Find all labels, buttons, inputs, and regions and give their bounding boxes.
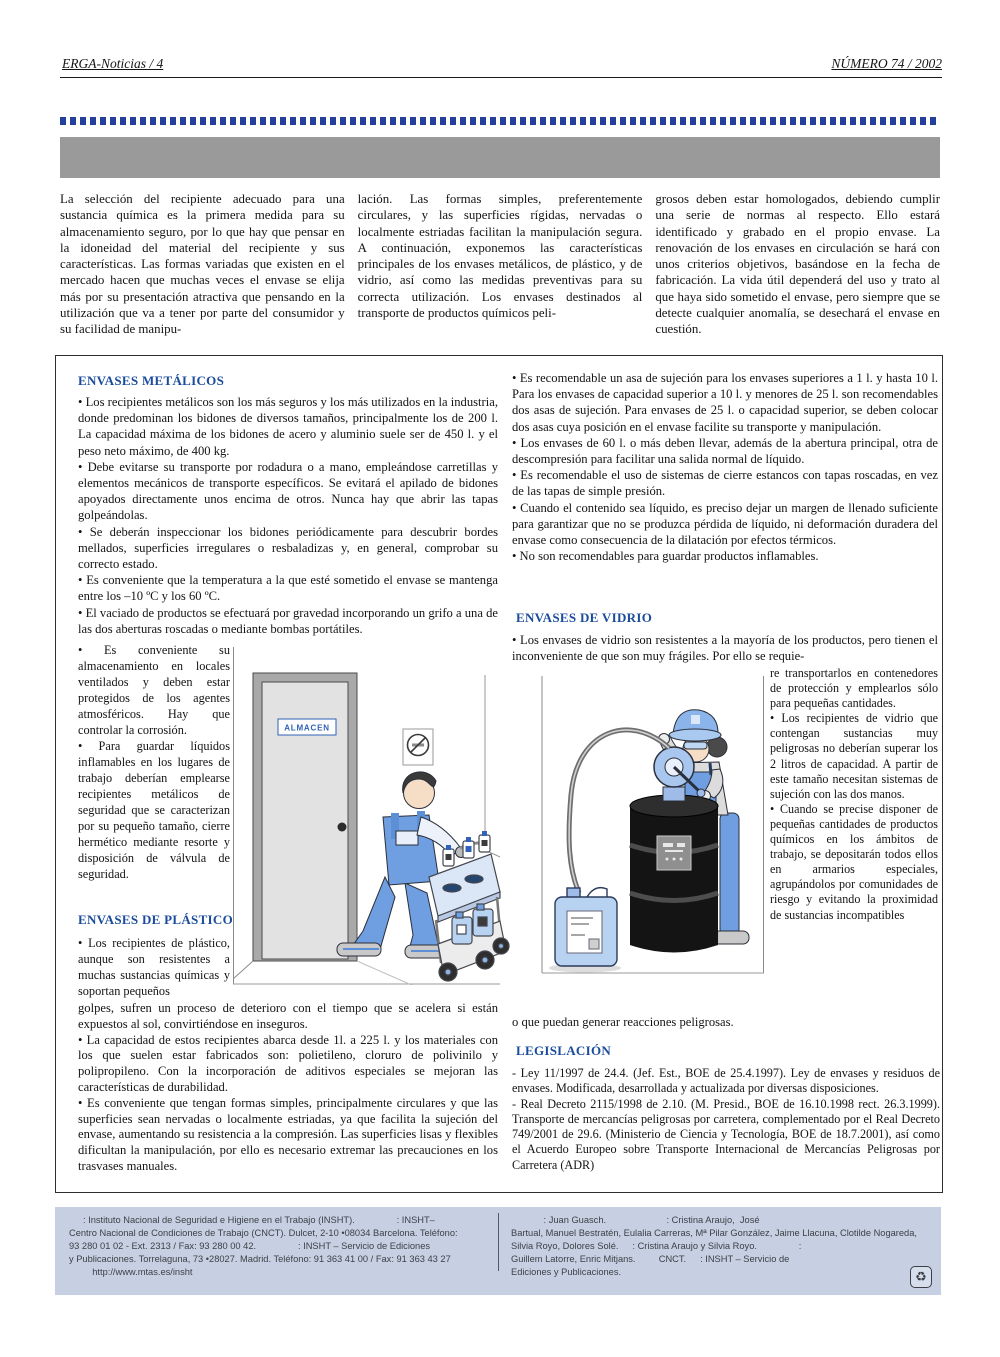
paragraph: • Es conveniente que la temperatura a la que esté sometido el envase se mantenga entre los –10 ºC y los 60 ºC. bbox=[78, 573, 498, 604]
paragraph: • Cuando el contenido sea líquido, es preciso dejar un margen de llenado suficiente para garantizar que no se produzca pérdida de líquido, ni deformación duradera del envase como consecuencia de la dilatación por efectos térmicos. bbox=[512, 500, 938, 548]
paragraph: • Es conveniente su almacenamiento en locales ventilados y deben estar protegidos de los agentes atmosféricos. Hay que controlar la corrosión. bbox=[78, 643, 230, 737]
jerrycan bbox=[549, 888, 621, 973]
page-header-left: ERGA-Noticias / 4 bbox=[62, 56, 164, 71]
paragraph: • Para guardar líquidos inflamables en los lugares de trabajo deberían emplearse recipientes metálicos de seguridad que se caracterizan por su pequeño tamaño, cierre hermético mediante resorte y disposición de válvula de seguridad. bbox=[78, 739, 230, 881]
paragraph: • La capacidad de estos recipientes abarca desde 1l. a 225 l. y los materiales con los que suelen estar fabricados son: polietileno, cloruro de polivinilo y polipropileno. Con la incorporación de aditivos especiales se mejoran las características de durabilidad. bbox=[78, 1032, 498, 1094]
footer-website-link[interactable]: http://www.mtas.es/insht bbox=[69, 1267, 193, 1277]
paragraph: • Los envases de 60 l. o más deben llevar, además de la abertura principal, otra de descompresión para facilitar una salida normal de líquido. bbox=[512, 435, 938, 467]
footer-divider bbox=[498, 1213, 499, 1271]
safety-illustration bbox=[233, 645, 765, 985]
intro-columns bbox=[60, 191, 940, 338]
footer-line: y Publicaciones. Torrelaguna, 73 •28027. Madrid. Teléfono: 91 363 41 00 / Fax: 91 363 43 27 bbox=[69, 1254, 451, 1264]
footer-line: Silvia Royo, Dolores Solé. : Cristina Araujo y Silvia Royo. : bbox=[511, 1241, 802, 1251]
intro-col-3: grosos deben estar homologados, debiendo cumplir una serie de normas al respecto. Ello estará identificado y grabado en el propio envase. La renovación de los envases en circulación se hará con unos criterios objetivos, basándose en la fecha de fabricación. La vida útil dependerá del uso y trato al que haya sido sometido el envase, pero siempre que se detecte cualquier anomalía, se desechará el envase en cuestión. bbox=[655, 192, 941, 337]
drum bbox=[630, 795, 718, 953]
paragraph: • Es recomendable el uso de sistemas de cierre estancos con tapas roscadas, en vez de las tapas de simple presión. bbox=[512, 468, 938, 499]
paragraph: golpes, sufren un proceso de deterioro con el tiempo que se acelera si están expuestos al sol, convirtiéndose en inseguros. bbox=[78, 1001, 498, 1031]
paragraph: - Real Decreto 2115/1998 de 2.10. (M. Presid., BOE de 16.10.1998 rect. 26.3.1999). Transporte de mercancías peligrosas por carretera, complementado por el Real Decreto 749/2001 de 29.6. (Ministerio de Ciencia y Tecnología, BOE de 18.7.2001), así como el Acuerdo Europeo sobre Transporte Internacional de Mercancías Peligrosas por Carretera (ADR) bbox=[512, 1096, 940, 1172]
header-rule bbox=[60, 77, 942, 78]
paragraph: • Los recipientes metálicos son los más seguros y los más utilizados en la industria, donde predominan los bidones de diversos tamaños, principalmente los de 200 l. La capacidad máxima de los bidones de acero y aluminio suele ser de 450 l. y el peso neto máximo, de 400 kg. bbox=[78, 395, 498, 458]
paragraph: • Debe evitarse su transporte por rodadura o a mano, empleándose carretillas y elementos mecánicos de transporte específicos. Se evitará el apilado de bidones apoyados directamente unos encima de otros. Nunca hay que abrir las tapas golpeándolas. bbox=[78, 459, 498, 523]
page-header-right: NÚMERO 74 / 2002 bbox=[831, 56, 942, 71]
drum-and-pump-scene bbox=[549, 710, 749, 973]
cart bbox=[429, 831, 509, 981]
hazard-label bbox=[657, 836, 691, 870]
dotted-divider bbox=[60, 117, 940, 125]
title-banner bbox=[60, 137, 940, 178]
credits-footer bbox=[55, 1207, 941, 1295]
paragraph: • Los recipientes de plástico, aunque son resistentes a muchas sustancias químicas y soportan pequeños bbox=[78, 936, 230, 998]
paragraph: • No son recomendables para guardar productos inflamables. bbox=[512, 549, 819, 564]
door-sign-label: ALMACEN bbox=[284, 723, 330, 733]
metal-text-wide bbox=[78, 394, 498, 637]
section-heading-legislation: LEGISLACIÓN bbox=[516, 1043, 612, 1058]
paragraph: • Los envases de vidrio son resistentes a la mayoría de los productos, pero tienen el inconveniente de que son muy frágiles. Por ello se requie- bbox=[512, 633, 938, 664]
footer-left-column bbox=[69, 1214, 493, 1279]
paragraph: • Los recipientes de vidrio que contengan sustancias muy peligrosas no deberían superar los 2 litros de capacidad. A partir de este tamaño necesitan sistemas de sujeción con las dos manos. bbox=[770, 711, 938, 801]
footer-line: Bartual, Manuel Bestratén, Eulalia Carreras, Mª Pilar González, Jaime Llacuna, Clotilde Nogareda, bbox=[511, 1228, 917, 1238]
plastic-text-narrow bbox=[78, 935, 230, 999]
footer-right-column bbox=[511, 1214, 931, 1279]
paragraph: re transportarlos en contenedores de protección y emplearlos sólo para pequeñas cantidades. bbox=[770, 666, 938, 711]
legislation-text bbox=[512, 1066, 940, 1173]
recycle-icon: ♻ bbox=[910, 1266, 932, 1288]
footer-line: Guillem Latorre, Enric Mitjans. CNCT. : INSHT – Servicio de bbox=[511, 1254, 790, 1264]
paragraph: • Es conveniente que tengan formas simples, principalmente circulares y que las superficies sean nervadas o localmente estriadas, ya que facilita la sujeción del envase, aumentando su resistencia a la compresión. Las superficies lisas y flexibles dificultan la manipulación, por ello es necesario extremar las precauciones en los trasvases manuales. bbox=[78, 1095, 498, 1173]
intro-col-2: lación. Las formas simples, preferentemente circulares, y las superficies rígidas, nervadas o localmente estriadas facilitan la manipulación segura. A continuación, exponemos las características principales de los envases metálicos, de plástico, y de vidrio, así como las medidas preventivas para su correcta utilización. Los envases destinados al transporte de productos químicos peli- bbox=[357, 192, 643, 321]
paragraph: • El vaciado de productos se efectuará por gravedad incorporando un grifo a una de las dos aberturas roscadas o mediante bombas portátiles. bbox=[78, 605, 498, 636]
footer-line: Ediciones y Publicaciones. bbox=[511, 1267, 622, 1277]
paragraph: • Cuando se precise disponer de pequeñas cantidades de productos químicos en los ámbitos de trabajo, se depositarán todos ellos en armarios especiales, agrupándolos por comunidades de riesgo y evitando la proximidad de sustancias incompatibles bbox=[770, 801, 938, 922]
plastic-text-wide bbox=[78, 1001, 498, 1175]
footer-line: : Juan Guasch. : Cristina Araujo, José bbox=[511, 1215, 760, 1225]
no-smoking-sign-icon bbox=[403, 729, 433, 765]
glass-closing-line: o que puedan generar reacciones peligrosas. bbox=[512, 1015, 734, 1029]
footer-line: 93 280 01 02 - Ext. 2313 / Fax: 93 280 00 42. : INSHT – Servicio de Ediciones bbox=[69, 1241, 431, 1251]
right-top-text bbox=[512, 370, 938, 564]
footer-line: : Instituto Nacional de Seguridad e Higiene en el Trabajo (INSHT). : INSHT– bbox=[69, 1215, 435, 1225]
section-heading-metal: ENVASES METÁLICOS bbox=[78, 373, 225, 388]
paragraph: • Se deberán inspeccionar los bidones periódicamente para descubrir bordes mellados, superficies irregulares o resbaladizas y, en general, comprobar su correcto estado. bbox=[78, 524, 498, 572]
section-heading-plastic: ENVASES DE PLÁSTICO bbox=[78, 912, 234, 927]
glass-text-narrow bbox=[770, 666, 938, 923]
footer-line: Centro Nacional de Condiciones de Trabajo (CNCT). Dulcet, 2-10 •08034 Barcelona. Teléfono: bbox=[69, 1228, 458, 1238]
intro-col-1: La selección del recipiente adecuado para una sustancia química es la primera medida para su almacenamiento seguro, por lo que hay que pensar en la idoneidad del material del recipiente y sus características. Las formas variadas que existen en el mercado hacen que muchas veces el envase se elija más por su presentación atractiva que pensando en la utilización que va a tener por parte del consumidor y su facilidad de manipu- bbox=[60, 192, 345, 337]
metal-text-narrow bbox=[78, 642, 230, 882]
door-knob bbox=[338, 823, 347, 832]
paragraph: • Es recomendable un asa de sujeción para los envases superiores a 1 l. y hasta 10 l. Para los envases de capacidad superior a 10 l. y menores de 25 l. son recomendables dos asas de sujeción. Para envases de 25 l. o capacidad superior, se deben colocar dos asas cuya posición en el envase facilite su transporte y manipulación. bbox=[512, 371, 938, 434]
paragraph: - Ley 11/1997 de 24.4. (Jef. Est., BOE de 25.4.1997). Ley de envases y residuos de envases. Modificada, desarrollada y actualizada por diversas disposiciones. bbox=[512, 1066, 940, 1096]
section-heading-glass: ENVASES DE VIDRIO bbox=[516, 610, 653, 625]
